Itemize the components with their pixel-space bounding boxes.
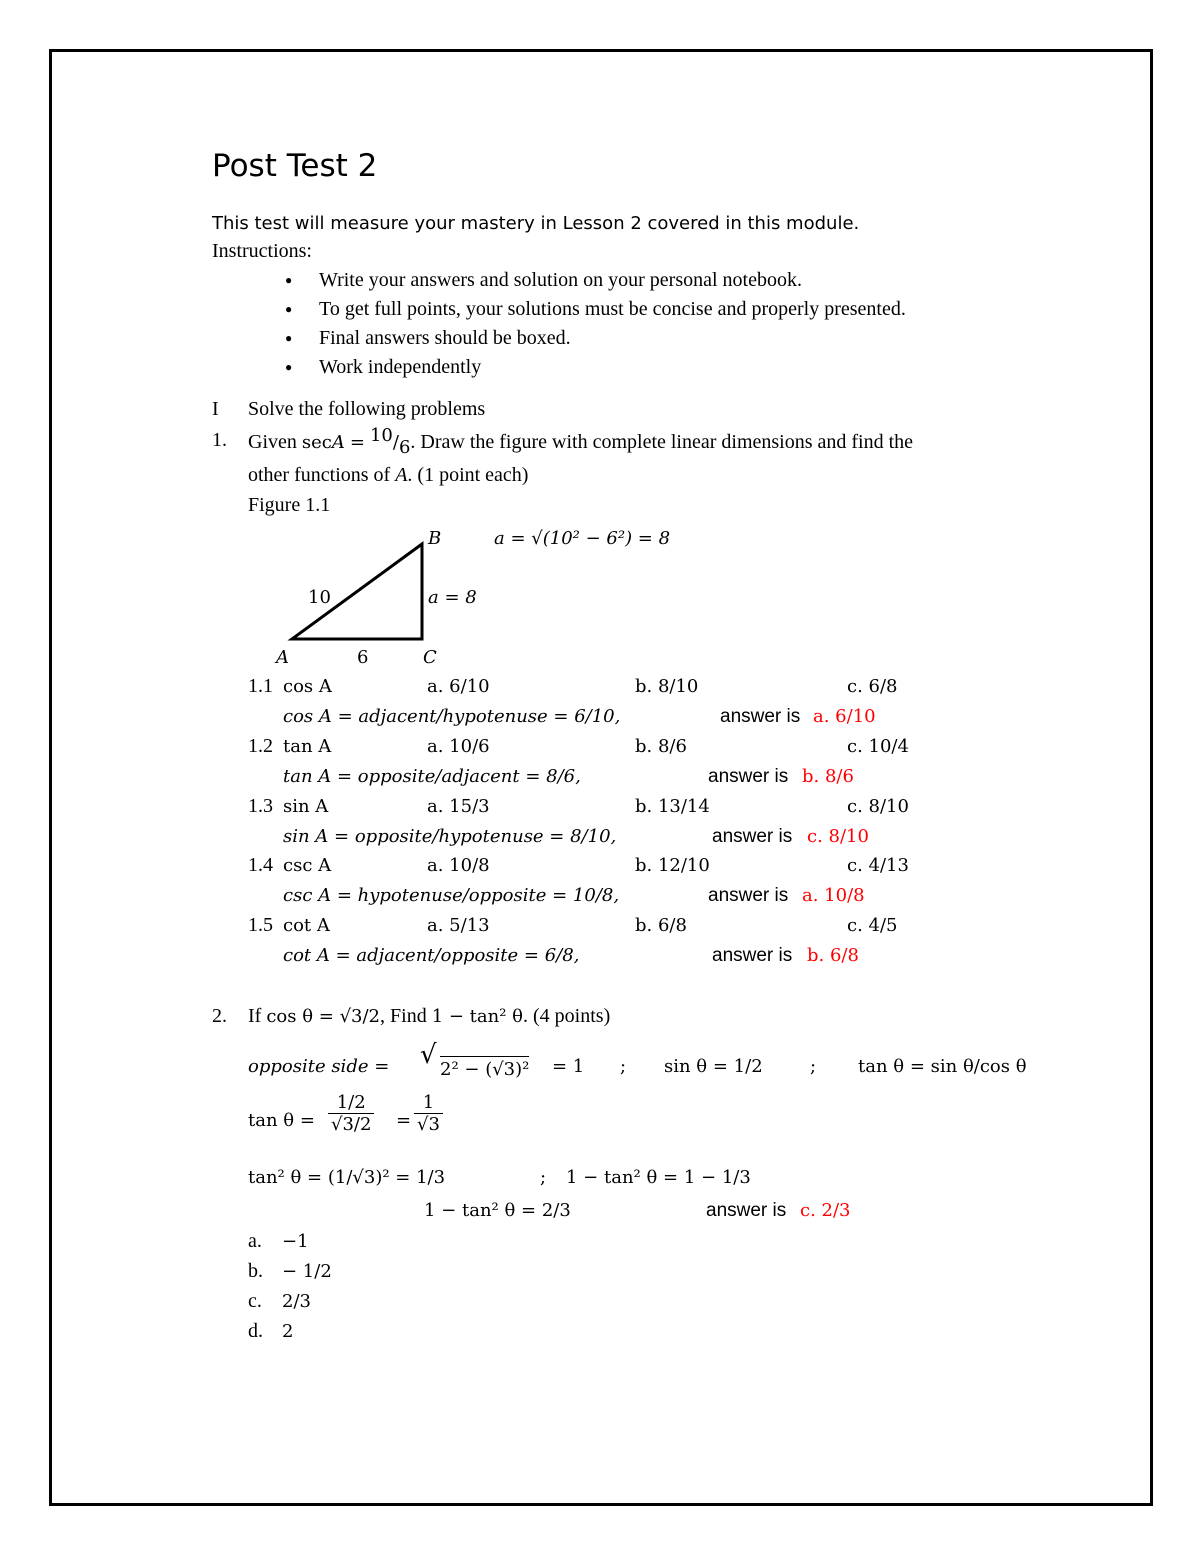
q1-lead: Given: [248, 431, 297, 453]
answer-value: c. 8/10: [807, 826, 869, 847]
q1-den: 6: [398, 437, 411, 458]
vertex-b-label: B: [428, 528, 442, 549]
instruction-item: ● Write your answers and solution on your personal notebook.: [290, 266, 906, 295]
item-number: 1.1: [248, 675, 273, 697]
option-b: b. 6/8: [635, 915, 687, 936]
answer-value: a. 10/8: [802, 885, 865, 906]
intro-text: This test will measure your mastery in Lesson 2 covered in this module.: [212, 213, 860, 234]
instruction-item: ● To get full points, your solutions must be concise and properly presented.: [290, 295, 906, 324]
tan-lhs: tan θ =: [248, 1110, 315, 1131]
answer-prefix: answer is: [712, 945, 793, 966]
tan-definition: tan θ = sin θ/cos θ: [858, 1056, 1027, 1077]
option-b: b. 13/14: [635, 796, 710, 817]
option-b: b. 8/10: [635, 676, 699, 697]
option-b: b. 12/10: [635, 855, 710, 876]
item-work: cos A = adjacent/hypotenuse = 6/10,: [283, 706, 621, 727]
tan-equals: =: [396, 1110, 412, 1131]
choice-letter: a.: [248, 1230, 262, 1252]
q1-line2-var: A: [395, 464, 408, 486]
answer-value: b. 6/8: [807, 945, 859, 966]
answer-value: b. 8/6: [802, 766, 854, 787]
option-a: a. 6/10: [427, 676, 490, 697]
instruction-item: ● Final answers should be boxed.: [290, 324, 906, 353]
fraction-numerator: 1/2: [328, 1092, 374, 1114]
q1-number: 1.: [212, 429, 227, 451]
item-number: 1.4: [248, 854, 273, 876]
choice-value: −1: [282, 1231, 309, 1252]
choice-value: 2: [282, 1321, 294, 1342]
instruction-item: ● Work independently: [290, 353, 906, 382]
option-c: c. 10/4: [847, 736, 909, 757]
final-line: 1 − tan² θ = 2/3: [424, 1200, 571, 1221]
section-label: Solve the following problems: [248, 398, 486, 420]
item-function: cos A: [283, 676, 332, 697]
answer-prefix: answer is: [706, 1200, 787, 1221]
item-work: csc A = hypotenuse/opposite = 10/8,: [283, 885, 620, 906]
fraction-denominator: √3/2: [331, 1114, 372, 1135]
item-number: 1.2: [248, 735, 273, 757]
option-b: b. 8/6: [635, 736, 687, 757]
side-formula: a = √(10² − 6²) = 8: [494, 528, 671, 549]
tan-fraction-2: [414, 1092, 443, 1135]
fraction-denominator: √3: [417, 1114, 440, 1135]
option-c: c. 8/10: [847, 796, 909, 817]
q2-stem-b: , Find: [380, 1005, 427, 1027]
option-a: a. 10/8: [427, 855, 490, 876]
opposite-label: a = 8: [428, 587, 477, 608]
choice-letter: d.: [248, 1320, 263, 1342]
item-number: 1.5: [248, 914, 273, 936]
instructions-list: [290, 266, 906, 382]
item-work: cot A = adjacent/opposite = 6/8,: [283, 945, 580, 966]
answer-prefix: answer is: [712, 826, 793, 847]
choice-value: − 1/2: [282, 1261, 332, 1282]
option-c: c. 6/8: [847, 676, 898, 697]
item-work: sin A = opposite/hypotenuse = 8/10,: [283, 826, 617, 847]
page-title: Post Test 2: [212, 148, 378, 184]
fraction-numerator: 1: [414, 1092, 443, 1114]
hypotenuse-label: 10: [308, 587, 331, 608]
vertex-c-label: C: [423, 647, 437, 668]
opposite-side-rhs: = 1: [552, 1056, 585, 1077]
item-function: csc A: [283, 855, 332, 876]
vertex-a-label: A: [276, 647, 289, 668]
radical-sign: √: [420, 1040, 437, 1070]
option-a: a. 15/3: [427, 796, 490, 817]
answer-prefix: answer is: [720, 706, 801, 727]
answer-prefix: answer is: [708, 766, 789, 787]
choice-letter: c.: [248, 1290, 262, 1312]
q1-line2: [248, 464, 528, 487]
item-function: sin A: [283, 796, 329, 817]
q2-stem: [248, 1005, 610, 1028]
q1-stem: Given secA = 10/6. Draw the figure with complete linear dimensions and find the: [248, 425, 914, 458]
opposite-side-radicand: 2² − (√3)²: [440, 1056, 529, 1080]
q2-stem-math1: cos θ = √3/2: [266, 1006, 381, 1027]
q1-sec: sec: [301, 432, 332, 453]
option-c: c. 4/13: [847, 855, 909, 876]
q1-num: 10: [369, 425, 393, 446]
q1-line2-rest: . (1 point each): [407, 464, 529, 486]
figure-label: Figure 1.1: [248, 494, 331, 516]
answer-value: c. 2/3: [800, 1200, 851, 1221]
option-a: a. 5/13: [427, 915, 490, 936]
separator: ;: [620, 1056, 627, 1077]
q2-stem-c: . (4 points): [523, 1005, 611, 1027]
q1-line2-text: other functions of: [248, 464, 391, 486]
instructions-label: Instructions:: [212, 240, 312, 262]
q1-eq: =: [349, 432, 365, 453]
q1-var: A: [331, 432, 345, 453]
choice-letter: b.: [248, 1260, 263, 1282]
adjacent-label: 6: [357, 647, 369, 668]
one-minus-line: 1 − tan² θ = 1 − 1/3: [566, 1167, 751, 1188]
tan-fraction-1: [328, 1092, 374, 1135]
q2-stem-a: If: [248, 1005, 262, 1027]
q1-rest: . Draw the figure with complete linear dimensions and find the: [410, 431, 914, 453]
separator: ;: [810, 1056, 817, 1077]
option-c: c. 4/5: [847, 915, 898, 936]
section-number: I: [212, 398, 219, 420]
item-function: tan A: [283, 736, 332, 757]
q2-stem-math2: 1 − tan² θ: [431, 1006, 524, 1027]
opposite-side-lhs: opposite side =: [248, 1056, 390, 1077]
option-a: a. 10/6: [427, 736, 490, 757]
item-work: tan A = opposite/adjacent = 8/6,: [283, 766, 581, 787]
separator: ;: [540, 1167, 547, 1188]
answer-prefix: answer is: [708, 885, 789, 906]
sin-equation: sin θ = 1/2: [664, 1056, 763, 1077]
q2-number: 2.: [212, 1005, 227, 1027]
choice-value: 2/3: [282, 1291, 311, 1312]
tan-squared-line: tan² θ = (1/√3)² = 1/3: [248, 1167, 446, 1188]
item-function: cot A: [283, 915, 330, 936]
item-number: 1.3: [248, 795, 273, 817]
answer-value: a. 6/10: [813, 706, 876, 727]
